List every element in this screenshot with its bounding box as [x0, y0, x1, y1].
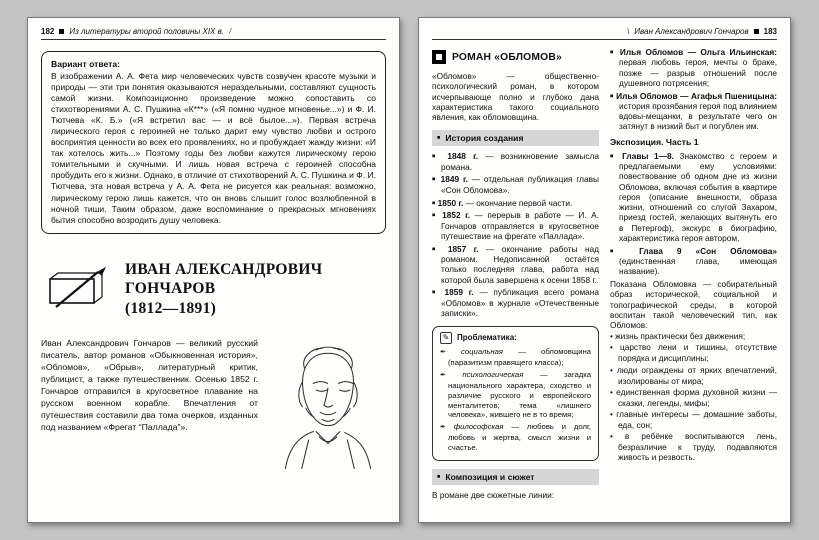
oblomovka-bullet	[610, 387, 777, 408]
square-bullet-icon: ■	[437, 474, 441, 480]
composition-heading-label: Композиция и сюжет	[445, 472, 535, 482]
oblomovka-bullet-text: люди ограждены от ярких впечатлений, изолированы от мира;	[616, 364, 777, 386]
square-bullet-icon: ■	[432, 212, 438, 219]
timeline-year: 1848 г.	[447, 151, 478, 162]
problem-lead: психологическая	[462, 369, 524, 379]
exposition-heading: Экспозиция. Часть 1	[610, 136, 699, 147]
answer-box-text: В изображении А. А. Фета мир человеческих чувств созвучен красоте музыки и природы — эти три понятия оказываются нераздельными, составляют сущность самой жизни. Композиционно произведение можно сопоставить со стихотворениями А. С. Пушкина «К***» («Я помню чудное мгновенье...») и Ф. И. Тютчева «К. Б.» («Я встретил вас — и всё былое...»). Первая встреча лирического героя с героиней не только дарит ему чувство любви и острого восприятия ценности во всех его проявлениях, но и пробуждает жажду жизни: «И так хотелось жить...» Поэтому годы без любви кажутся лирическому герою томительными и скучными. И лишь новая встреча с героиней способна пробудить его к жизни. Однако, в отличие от стихотворений А. С. Пушкина и Ф. И. Тютчева, эта новая встреча у А. А. Фета не рисуется как реальная: возможно, лирическому герою лишь кажется, что он вновь слышит голос возлюбленной в ночной тиши. Таким образом, даже воспоминание о прекрасных мгновениях бытия способно возродить душу человека.	[51, 71, 376, 225]
pen-box-icon	[45, 266, 109, 312]
problems-box-header	[440, 332, 591, 344]
history-heading-label: История создания	[445, 133, 524, 144]
left-running-title: Из литературы второй половины XIX в.	[69, 27, 225, 36]
nib-icon: ✒	[440, 349, 446, 357]
plot-line-agafya	[610, 91, 777, 132]
header-slash-icon: /	[229, 27, 232, 36]
exposition-text: (единственная глава, имеющая название).	[619, 256, 777, 277]
author-title	[125, 260, 322, 319]
square-bullet-icon: ■	[437, 135, 441, 142]
pen-icon: ✎	[440, 332, 452, 344]
exposition-lead: Глава 9 «Сон Обломова»	[639, 245, 777, 256]
problem-lead: философская	[453, 422, 504, 432]
roman-intro: «Обломов» — общественно-психологический роман, в котором исчерпывающе полно и глубоко дана характеристика такого социального явления, как обломовщина.	[432, 71, 599, 123]
header-backslash-icon: \	[627, 27, 630, 36]
timeline-item-1850	[432, 198, 599, 208]
section-square-icon	[432, 50, 446, 64]
problem-text: — обломовщина (паразитизм правящего класса);	[448, 347, 592, 368]
timeline-year: 1852 г.	[442, 210, 471, 221]
nib-icon: ✒	[440, 371, 446, 379]
oblomovka-bullet	[610, 431, 777, 462]
timeline-text: — окончание первой части.	[465, 197, 573, 208]
timeline-year: 1857 г.	[447, 243, 479, 254]
left-page-header	[41, 27, 386, 40]
answer-box	[41, 51, 386, 234]
timeline-item-1849	[432, 174, 599, 195]
square-bullet-icon: ■	[610, 153, 617, 160]
exposition-item-chapters-1-8	[610, 151, 777, 244]
dot-bullet-icon: •	[610, 331, 613, 341]
dot-bullet-icon: •	[610, 343, 613, 353]
author-name-line2: ГОНЧАРОВ	[125, 280, 216, 298]
plot-line-text: первая любовь героя, мечты о браке, позже — разрыв отношений после душевного потрясения;	[619, 57, 777, 88]
oblomovka-bullet-text: жизнь практически без движения;	[615, 330, 746, 341]
oblomovka-bullet	[610, 365, 777, 386]
oblomovka-intro: Показана Обломовка — собирательный образ исторической, социальной и топографической среды, в которой воспитан такой человеческий тип, как Обломов:	[610, 279, 777, 331]
right-page-col2	[610, 47, 777, 500]
oblomovka-bullet	[610, 342, 777, 363]
author-heading-block	[41, 260, 386, 319]
timeline-text: — перерыв в работе — И. А. Гончаров отправляется в кругосветное путешествие на фрегате «Паллада».	[441, 210, 599, 241]
problem-item-psychological	[440, 370, 591, 420]
right-page-columns	[432, 47, 777, 500]
square-bullet-icon: ■	[610, 49, 616, 56]
author-years: (1812—1891)	[125, 300, 217, 318]
square-bullet-icon: ■	[432, 246, 441, 253]
problem-item-philosophical	[440, 422, 591, 453]
problems-label: Проблематика:	[457, 333, 517, 342]
dot-bullet-icon: •	[610, 387, 613, 397]
timeline-text: — отдельная публикация главы «Сон Обломова».	[441, 174, 599, 195]
composition-intro: В романе две сюжетные линии:	[432, 490, 555, 500]
square-bullet-icon: ■	[432, 289, 439, 296]
author-bio-row	[41, 337, 386, 471]
exposition-lead: Главы 1—8.	[622, 150, 674, 161]
timeline-text: — окончание работы над романом. Недописанной остаётся только последняя глава, работа над которой была завершена к осени 1858 г.	[441, 243, 600, 285]
right-running-title: Иван Александрович Гончаров	[634, 27, 749, 36]
oblomovka-bullet-text: царство лени и тишины, отсутствие порядка и дисциплины;	[618, 342, 777, 364]
plot-line-lead: Илья Обломов — Агафья Пшеницына:	[616, 90, 777, 101]
oblomovka-bullet-text: единственная форма духовной жизни — сказки, легенды, мифы;	[616, 386, 777, 408]
plot-line-lead: Илья Обломов — Ольга Ильинская:	[619, 47, 777, 57]
timeline-item-1848	[432, 151, 599, 172]
right-page-number: 183	[763, 27, 777, 36]
dot-bullet-icon: •	[610, 432, 613, 442]
dot-bullet-icon: •	[610, 410, 613, 419]
header-square-icon	[754, 29, 759, 34]
timeline-year: 1849 г.	[440, 174, 468, 185]
dot-bullet-icon: •	[610, 365, 613, 375]
roman-title: РОМАН «ОБЛОМОВ»	[452, 51, 562, 63]
history-section-heading	[432, 130, 599, 146]
oblomovka-bullet	[610, 331, 777, 342]
plot-line-text: история прозябания героя под влиянием вдовы-мещанки, в результате чего он затянут в низкий быт и погублен им.	[619, 100, 777, 132]
right-page-col1	[432, 47, 599, 500]
square-bullet-icon: ■	[610, 93, 614, 100]
timeline-year: 1859 г.	[444, 287, 474, 298]
timeline-item-1859	[432, 287, 599, 318]
timeline-year: 1850 г.	[437, 197, 464, 208]
answer-box-label: Вариант ответа:	[51, 59, 121, 69]
exposition-item-chapter-9	[610, 246, 777, 277]
goncharov-portrait	[270, 337, 386, 471]
timeline-item-1857	[432, 244, 599, 285]
right-page	[418, 17, 791, 523]
author-bio-text: Иван Александрович Гончаров — великий русский писатель, автор романов «Обыкновенная история», «Обломов», «Обрыв», литературный критик, публицист, а также путешественник. Осенью 1852 г. Гончаров отправился в кругосветное плавание на русском военном корабле. Впечатления от путешествия составили два тома очерков, изданных под названием «Фрегат “Паллада”».	[41, 338, 258, 433]
square-bullet-icon: ■	[432, 176, 437, 183]
author-name-line1: ИВАН АЛЕКСАНДРОВИЧ	[125, 260, 323, 278]
oblomovka-bullet	[610, 409, 777, 430]
plot-line-olga	[610, 47, 777, 88]
square-bullet-icon: ■	[432, 200, 436, 207]
oblomovka-bullet-text: главные интересы — домашние заботы, еда, сон;	[616, 409, 777, 430]
roman-heading	[432, 50, 599, 64]
left-page-number: 182	[41, 27, 55, 36]
exposition-text: Знакомство с героем и предлагаемыми ему условиями: повествование об одном дне из жизни Обломова, включая события в квартире героя (описание внешности, образа жизни, отношений со слугой Захаром, приезд гостей, желающих вытянуть его в Петергоф), экскурс в биографию, характеристика героя автором.	[619, 150, 778, 243]
composition-section-heading	[432, 469, 599, 485]
timeline-text: — публикация всего романа «Обломов» в журнале «Отечественные записки».	[441, 287, 599, 318]
header-square-icon	[59, 29, 64, 34]
timeline-text: — возникновение замысла романа.	[441, 151, 600, 172]
square-bullet-icon: ■	[610, 248, 626, 255]
square-bullet-icon: ■	[432, 153, 441, 160]
left-page	[27, 17, 400, 523]
problems-box	[432, 326, 599, 461]
problem-text: — загадка национального характера, сходство и различие русского и европейского менталитетов; тема «лишнего человека», жившего не в то время;	[448, 369, 592, 420]
problem-item-social	[440, 347, 591, 368]
timeline-item-1852	[432, 210, 599, 241]
problem-lead: социальная	[461, 347, 504, 357]
problem-text: — любовь и долг, любовь и жертва, смысл жизни и счастье.	[448, 422, 592, 453]
oblomovka-bullet-text: в ребёнке воспитываются лень, безразличие к труду, подавляются живость и резвость.	[618, 431, 777, 463]
right-page-header	[432, 27, 777, 40]
nib-icon: ✒	[440, 424, 446, 432]
